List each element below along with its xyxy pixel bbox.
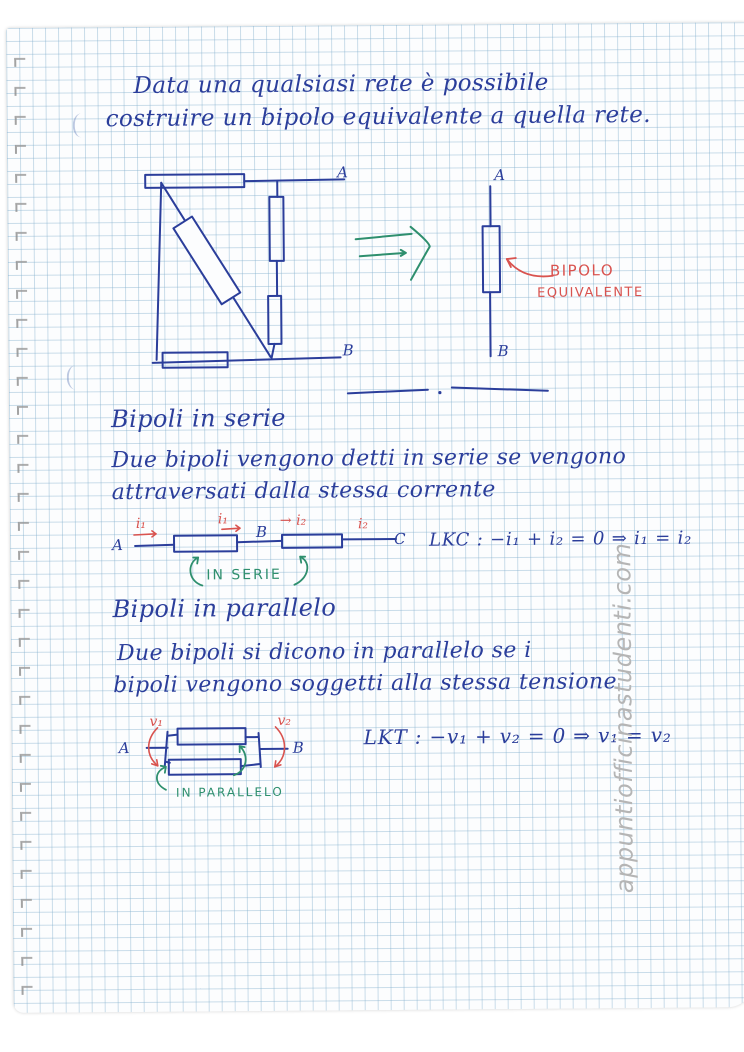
perforation-mark	[17, 464, 28, 473]
series-heading: Bipoli in serie	[110, 403, 286, 434]
current-i1-label: i₁	[135, 515, 147, 532]
perforation-mark	[16, 290, 27, 299]
perforation-mark	[14, 87, 25, 96]
current-i2-label: → i₂	[279, 512, 307, 529]
lkt-equation: LKT : −v₁ + v₂ = 0 ⇒ v₁ = v₂	[363, 722, 672, 750]
perforation-mark	[17, 435, 28, 444]
current-i1-label: i₁	[217, 511, 229, 528]
graph-paper-sheet	[6, 22, 744, 1013]
in-serie-caption: IN SERIE	[206, 566, 282, 584]
perforation-mark	[21, 928, 32, 937]
current-i2-label: i₂	[357, 516, 369, 533]
lkc-equation: LKC : −i₁ + i₂ = 0 ⇒ i₁ = i₂	[428, 527, 693, 551]
terminal-a-label: A	[337, 163, 349, 182]
intro-line-2: costruire un bipolo equivalente a quella rete.	[105, 101, 651, 133]
perforation-mark	[15, 116, 26, 125]
network-circuit-drawing	[139, 165, 356, 377]
left-perforation-marks	[14, 58, 35, 1008]
perforation-mark	[19, 609, 30, 618]
perforation-mark	[17, 377, 28, 386]
terminal-c-label: C	[393, 529, 406, 548]
series-bipoles-diagram	[104, 510, 425, 603]
terminal-b-label: B	[292, 738, 304, 757]
perforation-mark	[14, 58, 25, 67]
site-watermark: appuntiofficinastudenti.com	[608, 542, 639, 894]
terminal-b-label: B	[497, 342, 509, 361]
parallel-body-line2: bipoli vengono soggetti alla stessa tensione	[113, 669, 618, 699]
perforation-mark	[19, 725, 30, 734]
series-body-line2: attraversati dalla stessa corrente	[111, 477, 496, 506]
network-diagram	[139, 165, 356, 377]
perforation-mark	[15, 174, 26, 183]
perforation-mark	[20, 754, 31, 763]
perforation-mark	[15, 203, 26, 212]
perforation-mark	[20, 783, 31, 792]
perforation-mark	[20, 812, 31, 821]
voltage-v1-label: v₁	[149, 713, 164, 730]
in-parallelo-caption: IN PARALLELO	[175, 784, 284, 800]
terminal-b-label: B	[342, 341, 354, 360]
perforation-mark	[16, 261, 27, 270]
perforation-mark	[16, 232, 27, 241]
perforation-mark	[21, 957, 32, 966]
perforation-mark	[19, 667, 30, 676]
terminal-a-label: A	[118, 739, 130, 758]
parallel-heading: Bipoli in parallelo	[112, 593, 337, 624]
parallel-circuit-drawing	[113, 711, 324, 823]
stray-pen-mark	[73, 113, 90, 137]
stray-pen-mark	[67, 365, 84, 389]
equivalence-arrow	[353, 209, 436, 290]
intro-line-1: Data una qualsiasi rete è possibile	[133, 69, 549, 100]
perforation-mark	[19, 696, 30, 705]
perforation-mark	[22, 986, 33, 995]
double-arrow-icon	[353, 209, 436, 290]
perforation-mark	[18, 580, 29, 589]
voltage-v2-label: v₂	[277, 712, 292, 729]
perforation-mark	[15, 145, 26, 154]
parallel-bipoles-diagram	[113, 711, 324, 823]
equivalent-bipole-diagram	[456, 165, 688, 377]
parallel-body-line1: Due bipoli si dicono in parallelo se i	[116, 637, 532, 667]
perforation-mark	[18, 493, 29, 502]
perforation-mark	[18, 522, 29, 531]
perforation-mark	[16, 319, 27, 328]
perforation-mark	[17, 406, 28, 415]
section-divider	[346, 382, 556, 404]
in-parallelo-arrows-icon	[157, 746, 246, 790]
pointer-arrow-icon	[507, 258, 553, 277]
perforation-mark	[18, 551, 29, 560]
bipolo-caption-line2: EQUIVALENTE	[537, 285, 644, 301]
terminal-a-label: A	[111, 536, 123, 555]
terminal-a-label: A	[494, 166, 506, 185]
terminal-b-label: B	[255, 522, 268, 542]
bipolo-caption-line1: BIPOLO	[549, 261, 615, 280]
series-body-line1: Due bipoli vengono detti in serie se vengono	[111, 444, 627, 474]
perforation-mark	[20, 841, 31, 850]
perforation-mark	[17, 348, 28, 357]
perforation-mark	[19, 638, 30, 647]
perforation-mark	[21, 870, 32, 879]
perforation-mark	[21, 899, 32, 908]
